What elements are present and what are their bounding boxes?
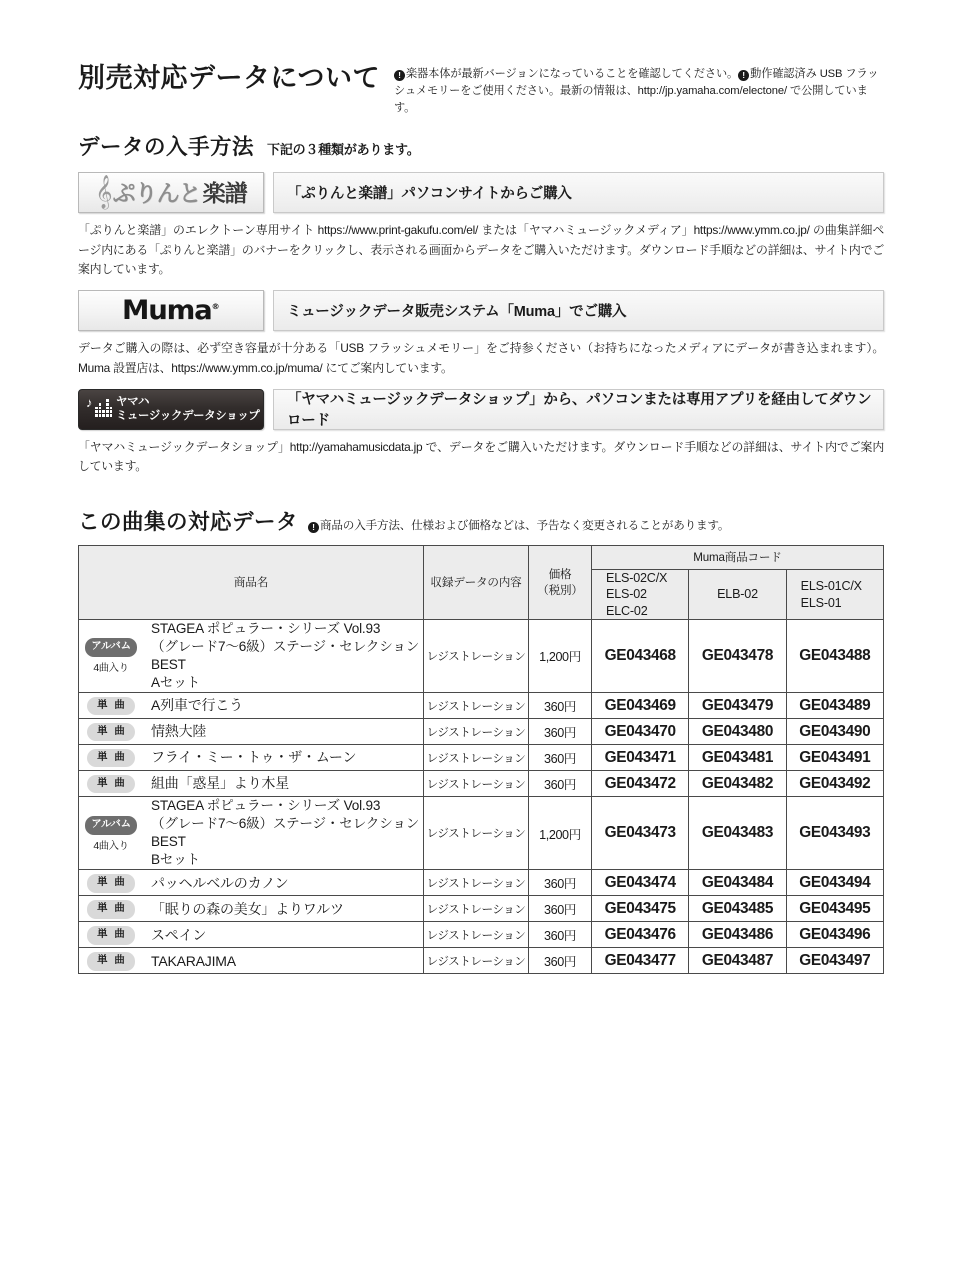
product-title [151, 774, 289, 793]
cell-code-els02: GE043470 [592, 719, 689, 745]
muma-logo-text: Muma [122, 295, 212, 327]
cell-code-els01: GE043494 [786, 870, 883, 896]
yamaha-music-data-shop-logo [78, 389, 264, 430]
header-note-line2: 動作確認済み USB フラッシュメモリーをご使用ください。最新の情報は、http://jp.yamaha.com/electone/ で公開しています。 [393, 68, 879, 114]
cell-price: 360円 [529, 896, 592, 922]
print-gakufu-logo-kanji: 楽譜 [202, 180, 247, 207]
product-type-badge: 単 曲 [87, 723, 135, 742]
method-description-print-gakufu: 「ぷりんと楽譜」のエレクトーン専用サイト https://www.print-gakufu.com/el/ または「ヤマハミュージックメディア」https://www.ymm.co.jp/ の曲集詳細ページ内にある「ぷりんと楽譜」のバナーをクリックし、表示される画面からデータをご購入いただけます。ダウンロード手順などの詳細は、サイト内でご案内しています。 [78, 223, 884, 276]
print-gakufu-logo [78, 172, 264, 213]
method-banner-print-gakufu[interactable]: 「ぷりんと楽譜」パソコンサイトからご購入 [273, 172, 884, 213]
exclamation-icon: ! [308, 522, 319, 533]
product-type-badge-wrap [79, 696, 143, 716]
method-row [78, 389, 884, 430]
table-note-text: 商品の入手方法、仕様および価格などは、予告なく変更されることがあります。 [320, 519, 730, 533]
cell-price: 360円 [529, 719, 592, 745]
code-els02-line3: ELC-02 [606, 603, 648, 618]
yamaha-shop-logo-line1: ヤマハ [116, 396, 150, 409]
product-title [151, 620, 423, 692]
page-title: 別売対応データについて [78, 63, 380, 93]
cell-product-name [79, 719, 424, 745]
cell-code-elb02: GE043482 [689, 771, 786, 797]
table-row [79, 922, 884, 948]
cell-product-name [79, 948, 424, 974]
column-header-kind: 収録データの内容 [424, 546, 529, 619]
cell-data-kind: レジストレーション [424, 745, 529, 771]
cell-code-els01: GE043491 [786, 745, 883, 771]
table-row [79, 771, 884, 797]
table-section-title: この曲集の対応データ [78, 510, 299, 535]
product-type-badge: アルバム [85, 638, 137, 657]
cell-code-els02: GE043473 [592, 797, 689, 870]
product-title [151, 926, 206, 945]
cell-product-name [79, 896, 424, 922]
table-row [79, 719, 884, 745]
product-type-badge: 単 曲 [87, 775, 135, 794]
document-page [78, 0, 884, 974]
code-els02-line2: ELS-02 [606, 587, 647, 602]
table-header [79, 546, 884, 619]
music-note-equalizer-icon: ♪ [86, 397, 110, 421]
product-title-line: 「眠りの森の美女」よりワルツ [151, 900, 344, 917]
product-type-badge-wrap [79, 637, 143, 674]
cell-code-els02: GE043469 [592, 693, 689, 719]
product-title-line: （グレード7〜6級）ステージ・セレクション BEST [151, 816, 420, 850]
cell-product-name [79, 922, 424, 948]
cell-data-kind: レジストレーション [424, 797, 529, 870]
product-type-badge-wrap [79, 748, 143, 768]
column-header-price [529, 546, 592, 619]
cell-code-elb02: GE043481 [689, 745, 786, 771]
table-row [79, 619, 884, 692]
code-els01-line2: ELS-01 [800, 595, 842, 610]
cell-code-els01: GE043497 [786, 948, 883, 974]
product-title-line: パッヘルベルのカノン [151, 874, 289, 891]
cell-price: 360円 [529, 745, 592, 771]
cell-code-els01: GE043490 [786, 719, 883, 745]
product-title [151, 722, 206, 741]
exclamation-icon: ! [738, 70, 749, 81]
method-description-yamaha-data-shop: 「ヤマハミュージックデータショップ」http://yamahamusicdata.jp で、データをご購入いただけます。ダウンロード手順などの詳細は、サイト内でご案内しています。 [78, 439, 884, 474]
product-title [151, 900, 344, 919]
column-header-name: 商品名 [79, 546, 424, 619]
cell-code-els02: GE043471 [592, 745, 689, 771]
product-title-line: TAKARAJIMA [151, 952, 236, 969]
table-section-note [308, 517, 729, 533]
cell-product-name [79, 745, 424, 771]
product-title-line: Bセット [151, 852, 201, 868]
cell-code-elb02: GE043483 [689, 797, 786, 870]
cell-code-els01: GE043488 [786, 619, 883, 692]
product-type-badge-wrap [79, 774, 143, 794]
cell-code-els02: GE043474 [592, 870, 689, 896]
cell-price: 1,200円 [529, 797, 592, 870]
cell-data-kind: レジストレーション [424, 771, 529, 797]
column-header-code-els01 [786, 570, 883, 619]
product-title-line: 組曲「惑星」より木星 [151, 775, 289, 792]
product-title [151, 748, 356, 767]
method-muma [78, 290, 884, 378]
method-row [78, 172, 884, 213]
section-subtitle: 下記の３種類があります。 [267, 142, 420, 158]
cell-price: 360円 [529, 693, 592, 719]
print-gakufu-logo-kana: ぷりんと [112, 180, 201, 207]
header-note-line1: 楽器本体が最新バージョンになっていることを確認してください。 [405, 68, 739, 80]
product-data-table [78, 545, 884, 974]
page-header [78, 0, 884, 116]
table-row [79, 896, 884, 922]
table-row [79, 870, 884, 896]
cell-price: 360円 [529, 922, 592, 948]
cell-code-elb02: GE043480 [689, 719, 786, 745]
table-row [79, 948, 884, 974]
badge-subtext: 4曲入り [93, 840, 129, 852]
muma-logo [78, 290, 264, 331]
column-header-code-elb02: ELB-02 [689, 570, 786, 619]
cell-code-elb02: GE043486 [689, 922, 786, 948]
method-description-muma: データご購入の際は、必ず空き容量が十分ある「USB フラッシュメモリー」をご持参ください（お持ちになったメディアにデータが書き込まれます）。Muma 設置店は、https://www.ymm.co.jp/muma/ にてご案内しています。 [78, 341, 884, 375]
product-title-line: 情熱大陸 [151, 723, 207, 740]
product-title [151, 874, 288, 893]
cell-data-kind: レジストレーション [424, 693, 529, 719]
product-title-line: スペイン [151, 926, 207, 943]
cell-price: 360円 [529, 870, 592, 896]
table-body [79, 619, 884, 974]
product-title-line: STAGEA ポピュラー・シリーズ Vol.93 [151, 620, 381, 636]
cell-data-kind: レジストレーション [424, 948, 529, 974]
column-header-code-els02 [592, 570, 689, 619]
cell-price: 360円 [529, 948, 592, 974]
table-header-row-1 [79, 546, 884, 570]
product-type-badge: アルバム [85, 816, 137, 835]
cell-code-els02: GE043472 [592, 771, 689, 797]
product-type-badge: 単 曲 [87, 952, 135, 971]
cell-data-kind: レジストレーション [424, 870, 529, 896]
cell-code-elb02: GE043485 [689, 896, 786, 922]
cell-code-els02: GE043477 [592, 948, 689, 974]
product-type-badge-wrap [79, 722, 143, 742]
cell-code-els01: GE043496 [786, 922, 883, 948]
product-type-badge: 単 曲 [87, 697, 135, 716]
table-row [79, 745, 884, 771]
section-title: データの入手方法 [78, 135, 255, 160]
cell-code-els01: GE043495 [786, 896, 883, 922]
code-els02-line1: ELS-02C/X [606, 571, 668, 586]
method-banner-muma[interactable]: ミュージックデータ販売システム「Muma」でご購入 [273, 290, 884, 331]
header-note [394, 66, 884, 116]
cell-product-name [79, 693, 424, 719]
product-title [151, 952, 236, 971]
cell-data-kind: レジストレーション [424, 719, 529, 745]
table-section-heading [78, 505, 884, 536]
cell-code-els01: GE043492 [786, 771, 883, 797]
product-type-badge-wrap [79, 873, 143, 893]
product-title-line: A列車で行こう [151, 697, 243, 714]
cell-price: 1,200円 [529, 619, 592, 692]
product-type-badge-wrap [79, 951, 143, 971]
product-title-line: （グレード7〜6級）ステージ・セレクション BEST [151, 638, 420, 672]
product-type-badge-wrap [79, 815, 143, 852]
product-title [151, 696, 243, 715]
cell-data-kind: レジストレーション [424, 922, 529, 948]
product-type-badge-wrap [79, 899, 143, 919]
cell-price: 360円 [529, 771, 592, 797]
product-type-badge: 単 曲 [87, 874, 135, 893]
table-row [79, 797, 884, 870]
yamaha-shop-logo-line2: ミュージックデータショップ [116, 410, 260, 423]
product-type-badge: 単 曲 [87, 900, 135, 919]
cell-code-els02: GE043468 [592, 619, 689, 692]
column-header-price-line1: 価格 [548, 568, 572, 582]
cell-code-els02: GE043476 [592, 922, 689, 948]
product-type-badge: 単 曲 [87, 749, 135, 768]
registered-mark-icon: ® [211, 302, 220, 312]
method-print-gakufu [78, 172, 884, 279]
cell-code-els01: GE043489 [786, 693, 883, 719]
product-title-line: Aセット [151, 674, 201, 690]
code-els01-line1: ELS-01C/X [800, 579, 862, 594]
product-title [151, 797, 423, 869]
cell-code-elb02: GE043487 [689, 948, 786, 974]
product-type-badge-wrap [79, 925, 143, 945]
product-type-badge: 単 曲 [87, 926, 135, 945]
method-yamaha-data-shop [78, 389, 884, 477]
cell-code-elb02: GE043484 [689, 870, 786, 896]
cell-product-name [79, 771, 424, 797]
cell-product-name [79, 870, 424, 896]
exclamation-icon: ! [394, 70, 405, 81]
treble-clef-icon: 𝄞 [95, 176, 113, 209]
column-header-price-line2: （税別） [537, 583, 583, 597]
table-row [79, 693, 884, 719]
cell-code-elb02: GE043479 [689, 693, 786, 719]
section-heading-acquire [78, 130, 884, 161]
product-title-line: STAGEA ポピュラー・シリーズ Vol.93 [151, 798, 381, 813]
method-row [78, 290, 884, 331]
cell-code-elb02: GE043478 [689, 619, 786, 692]
method-banner-yamaha-data-shop[interactable]: 「ヤマハミュージックデータショップ」から、パソコンまたは専用アプリを経由してダウンロード [273, 389, 884, 430]
cell-code-els02: GE043475 [592, 896, 689, 922]
column-header-muma-group: Muma商品コード [592, 546, 884, 570]
cell-product-name [79, 619, 424, 692]
cell-code-els01: GE043493 [786, 797, 883, 870]
cell-data-kind: レジストレーション [424, 896, 529, 922]
cell-product-name [79, 797, 424, 870]
cell-data-kind: レジストレーション [424, 619, 529, 692]
product-title-line: フライ・ミー・トゥ・ザ・ムーン [151, 749, 357, 766]
badge-subtext: 4曲入り [93, 663, 129, 675]
